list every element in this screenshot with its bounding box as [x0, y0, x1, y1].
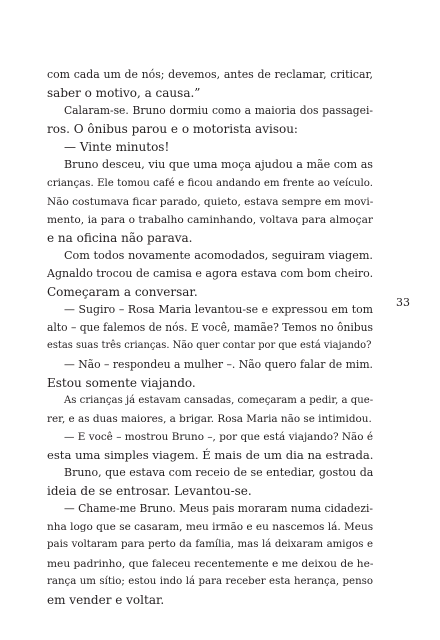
- text-line: Não costumava ficar parado, quieto, estava sempre em movi-: [47, 195, 374, 208]
- body-text: [47, 66, 373, 609]
- text-line: crianças. Ele tomou café e ficou andando em frente ao veículo.: [47, 177, 373, 189]
- text-line: Bruno, que estava com receio de se entediar, gostou da: [64, 466, 374, 480]
- text-line: — Sugiro – Rosa Maria levantou-se e expressou em tom: [64, 303, 373, 317]
- text-line: Estou somente viajando.: [47, 375, 196, 390]
- text-line: pais voltaram para perto da família, mas lá deixaram amigos e: [47, 539, 373, 551]
- text-line: em vender e voltar.: [47, 592, 165, 607]
- text-line: ideia de se entrosar. Levantou-se.: [47, 484, 252, 499]
- text-line: mento, ia para o trabalho caminhando, voltava para almoçar: [47, 213, 373, 226]
- text-line: Agnaldo trocou de camisa e agora estava com bom cheiro.: [47, 267, 374, 281]
- text-line: ros. O ônibus parou e o motorista avisou:: [47, 122, 298, 137]
- text-line: rança um sítio; estou indo lá para receber esta herança, penso: [47, 575, 373, 587]
- text-line: estas suas três crianças. Não quer contar por que está viajando?: [47, 340, 372, 352]
- text-line: rer, e as duas maiores, a brigar. Rosa Maria não se intimidou.: [47, 412, 372, 425]
- text-line: As crianças já estavam cansadas, começaram a pedir, a que-: [64, 394, 374, 406]
- text-line: saber o motivo, a causa.”: [47, 86, 201, 101]
- text-line: alto – que falemos de nós. E você, mamãe? Temos no ônibus: [47, 321, 373, 335]
- text-line: Com todos novamente acomodados, seguiram viagem.: [64, 248, 373, 262]
- text-line: — E você – mostrou Bruno –, por que está viajando? Não é: [64, 430, 373, 443]
- text-line: nha logo que se casaram, meu irmão e eu nascemos lá. Meus: [47, 521, 374, 534]
- text-line: com cada um de nós; devemos, antes de reclamar, criticar,: [47, 68, 373, 81]
- text-line: meu padrinho, que faleceu recentemente e me deixou de he-: [47, 557, 374, 570]
- text-line: Começaram a conversar.: [47, 285, 198, 300]
- text-line: Bruno desceu, viu que uma moça ajudou a mãe com as: [64, 158, 373, 172]
- text-line: esta uma simples viagem. É mais de um dia na estrada.: [47, 447, 374, 462]
- text-line: — Chame-me Bruno. Meus pais moraram numa cidadezi-: [64, 502, 373, 516]
- page-number: 33: [396, 296, 410, 309]
- text-line: — Não – respondeu a mulher –. Não quero falar de mim.: [64, 357, 373, 371]
- text-line: e na oficina não parava.: [47, 230, 193, 245]
- text-line: — Vinte minutos!: [64, 140, 170, 155]
- text-line: Calaram-se. Bruno dormiu como a maioria dos passagei-: [64, 104, 373, 118]
